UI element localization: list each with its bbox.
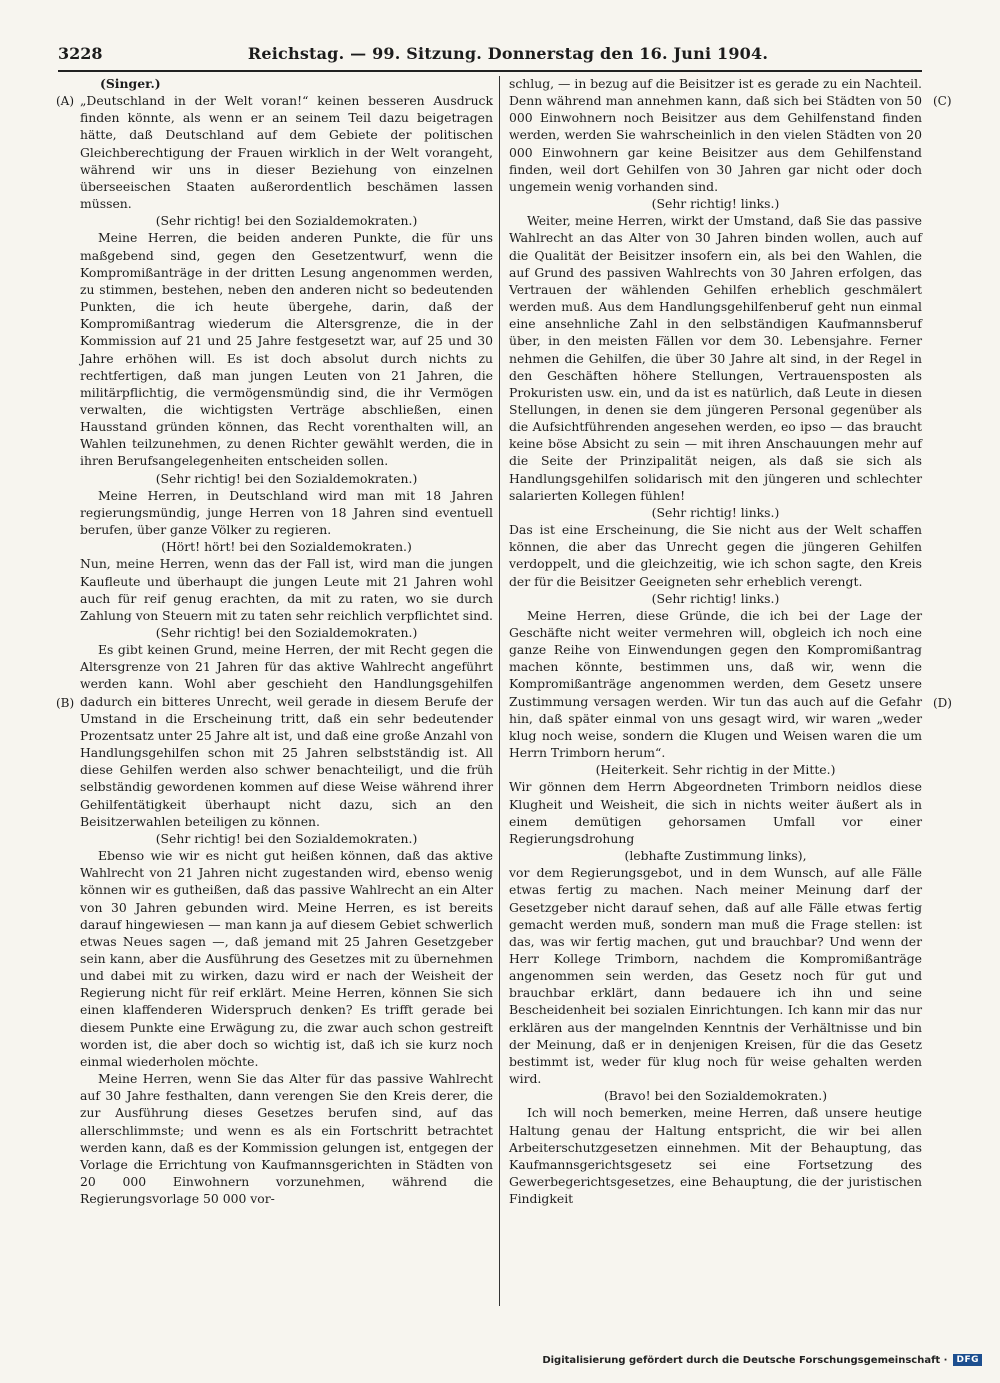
interjection: (Sehr richtig! bei den Sozialdemokraten.) bbox=[155, 625, 418, 640]
paragraph: vor dem Regierungsgebot, und in dem Wunsch, auf alle Fälle etwas fertig zu machen. Nach meiner Meinung darf der Gesetzgeber nicht darauf sehen, daß auf alle Fälle etwas fertig gemacht werden muß, sondern man muß die Frage stellen: ist das, was wir fertig machen, gut und brauchbar? Und wenn der Herr Kollege Trimborn, nachdem die Kompromißanträge angenommen sein werden, das Gesetz noch für gut und brauchbar erklärt, dann bedauere ich ihn und seine Bescheidenheit bei sozialen Einrichtungen. Ich kann mir das nur erklären aus der mangelnden Kenntnis der Verhältnisse und bin der Meinung, daß er in denjenigen Kreisen, für die das Gesetz bestimmt ist, weder für klug noch für weise gehalten werden wird. bbox=[509, 865, 922, 1087]
right-column bbox=[509, 75, 922, 1207]
paragraph: Meine Herren, wenn Sie das Alter für das passive Wahlrecht auf 30 Jahre festhalten, dann verengen Sie den Kreis derer, die zur Ausführung dieses Gesetzes berufen sind, auf das allerschlimmste; und wenn es als ein Fortschritt betrachtet werden kann, daß es der Kommission gelungen ist, entgegen der Vorlage die Errichtung von Kaufmannsgerichten in Städten von 20 000 Einwohnern vorzunehmen, während die Regierungsvorlage 50 000 vor- bbox=[80, 1071, 493, 1207]
interjection: (Sehr richtig! bei den Sozialdemokraten.) bbox=[155, 213, 418, 229]
interjection: (Hört! hört! bei den Sozialdemokraten.) bbox=[161, 539, 412, 555]
interjection: (Sehr richtig! links.) bbox=[651, 504, 780, 520]
margin-marker-c: (C) bbox=[933, 94, 952, 108]
left-column bbox=[80, 75, 493, 1207]
paragraph: Weiter, meine Herren, wirkt der Umstand, daß Sie das passive Wahlrecht an das Alter von 30 Jahren binden wollen, auch auf die Qualität der Beisitzer insofern ein, als bei den Wahlen, die auf Grund des passiven Wahlrechts von 30 Jahren erfolgen, das Vertrauen der wählenden Gehilfen erheblich geschmälert werden muß. Aus dem Handlungsgehilfenberuf geht nun einmal eine ansehnliche Zahl in den selbständigen Kaufmannsberuf über, in den meisten Fällen vor dem 30. Lebensjahre. Ferner nehmen die Gehilfen, die über 30 Jahre alt sind, in der Regel in den Geschäften höhere Stellungen, Vertrauensposten als Prokuristen usw. ein, und da ist es natürlich, daß Leute in diesen Stellungen, in denen sie dem jüngeren Personal gegenüber als die Aufsichtführenden angesehen werden, eo ipso — das braucht keine böse Absicht zu sein — mit ihren Anschauungen mehr auf die Seite der Prinzipalität neigen, als daß sie sich als Handlungsgehilfen solidarisch mit den jüngeren und schlechter salarierten Kollegen fühlen! bbox=[509, 213, 922, 503]
paragraph: Ebenso wie wir es nicht gut heißen können, daß das aktive Wahlrecht von 21 Jahren nicht zugestanden wird, ebenso wenig können wir es gutheißen, daß das passive Wahlrecht an ein Alter von 30 Jahren gebunden wird. Meine Herren, es ist bereits darauf hingewiesen — man kann ja auf diesem Gebiet schwerlich etwas Neues sagen —, daß jemand mit 25 Jahren Gesetzgeber sein kann, aber die Ausführung des Gesetzes mit zu übernehmen und dabei mit zu wirken, dazu wird er nach der Weisheit der Regierung nicht für reif erklärt. Meine Herren, können Sie sich einen klaffenderen Widerspruch denken? Es trifft gerade bei diesem Punkte eine Erwägung zu, die zwar auch schon gestreift worden ist, die aber doch so wichtig ist, daß ich sie kurz noch einmal wiederholen möchte. bbox=[80, 848, 493, 1069]
interjection: (Sehr richtig! bei den Sozialdemokraten.) bbox=[155, 470, 418, 486]
paragraph: Nun, meine Herren, wenn das der Fall ist, wird man die jungen Kaufleute und überhaupt die jungen Leute mit 21 Jahren wohl auch für reif genug erachten, da mit zu raten, wo sie durch Zahlung von Steuern mit zu taten sehr reichlich verpflichtet sind. bbox=[80, 556, 493, 623]
page-header bbox=[58, 44, 922, 70]
margin-marker-d: (D) bbox=[933, 696, 952, 710]
paragraph: Es gibt keinen Grund, meine Herren, der mit Recht gegen die Altersgrenze von 21 Jahren für das aktive Wahlrecht angeführt werden kann. Wohl aber geschieht den Handlungsgehilfen dadurch ein bitteres Unrecht, weil gerade in diesem Berufe der Umstand in die Erscheinung tritt, daß ein sehr bedeutender Prozentsatz unter 25 Jahre alt ist, und daß eine große Anzahl von Handlungsgehilfen schon mit 25 Jahren selbstständig ist. All diese Gehilfen werden also schwer benachteiligt, und die früh selbständig gewordenen kommen auf diese Weise während ihrer Gehilfentätigkeit überhaupt nicht dazu, sich an den Beisitzerwahlen beteiligen zu können. bbox=[80, 642, 493, 829]
paragraph: Ich will noch bemerken, meine Herren, daß unsere heutige Haltung genau der Haltung entspricht, die wir bei allen Arbeiterschutzgesetzen einnehmen. Mit der Behauptung, das Kaufmannsgerichtsgesetz sei eine Fortsetzung des Gewerbegerichtsgesetzes, eine Behauptung, die der juristischen Findigkeit bbox=[509, 1105, 922, 1207]
margin-marker-b: (B) bbox=[56, 696, 75, 710]
column-divider bbox=[499, 76, 500, 1306]
paragraph: Meine Herren, die beiden anderen Punkte, die für uns maßgebend sind, gegen den Gesetzentwurf, wenn die Kompromißanträge in der dritten Lesung angenommen werden, zu stimmen, bestehen, neben den anderen nicht so bedeutenden Punkten, die ich heute übergehe, darin, daß der Kompromißantrag wiederum die Altersgrenze, die in der Kommission auf 21 und 25 Jahre festgesetzt war, auf 25 und 30 Jahre erhöhen will. Es ist doch absolut durch nichts zu rechtfertigen, daß man jungen Leuten von 21 Jahren, die militärpflichtig, die vermögensmündig sind, die ihr Vermögen verwalten, die wichtigsten Verträge abschließen, einen Hausstand gründen können, das Recht vorenthalten will, an Wahlen teilzunehmen, zu denen Richter gewählt werden, die in ihren Berufsangelegenheiten entscheiden sollen. bbox=[80, 230, 493, 469]
interjection: (Sehr richtig! links.) bbox=[651, 196, 780, 212]
footer bbox=[542, 1351, 982, 1369]
speaker-name: (Singer.) bbox=[100, 76, 161, 91]
dfg-logo: DFG bbox=[953, 1354, 982, 1366]
paragraph: Das ist eine Erscheinung, die Sie nicht aus der Welt schaffen können, die aber das Unrecht gegen die jüngeren Gehilfen verdoppelt, und die gleichzeitig, wie ich schon sagte, den Kreis der für die Beisitzer Geeigneten sehr erheblich verengt. bbox=[509, 522, 922, 589]
funding-notice: Digitalisierung gefördert durch die Deutsche Forschungsgemeinschaft · bbox=[542, 1354, 948, 1366]
paragraph: Meine Herren, in Deutschland wird man mit 18 Jahren regierungsmündig, junge Herren von 18 Jahren sind eventuell berufen, über ganze Völker zu regieren. bbox=[80, 487, 493, 538]
paragraph: „Deutschland in der Welt voran!“ keinen besseren Ausdruck finden könnte, als wenn er an seinem Teil dazu beigetragen hätte, daß Deutschland auf dem Gebiete der politischen Gleichberechtigung der Frauen wirklich in der Welt vorangeht, während wir uns in dieser Beziehung von einzelnen überseeischen Staaten außerordentlich beschämen lassen müssen. bbox=[80, 93, 493, 212]
margin-marker-a: (A) bbox=[56, 94, 75, 108]
paragraph: schlug, — in bezug auf die Beisitzer ist es gerade zu ein Nachteil. Denn während man annehmen kann, daß sich bei Städten von 50 000 Einwohnern noch Beisitzer aus dem Gehilfenstand finden werden, werden Sie wahrscheinlich in den vielen Städten von 20 000 Einwohnern gar keine Beisitzer aus dem Gehilfenstand finden, weil dort Gehilfen von 30 Jahren gar nicht oder doch ungemein wenig vorhanden sind. bbox=[509, 76, 922, 194]
interjection: (Sehr richtig! links.) bbox=[651, 590, 780, 606]
page-number: 3228 bbox=[58, 44, 103, 63]
page-title: Reichstag. — 99. Sitzung. Donnerstag den 16. Juni 1904. bbox=[247, 44, 769, 63]
interjection: (lebhafte Zustimmung links), bbox=[624, 848, 807, 864]
interjection: (Heiterkeit. Sehr richtig in der Mitte.) bbox=[595, 762, 836, 778]
paragraph: Meine Herren, diese Gründe, die ich bei der Lage der Geschäfte nicht weiter vermehren will, obgleich ich noch eine ganze Reihe von Einwendungen gegen den Kompromißantrag machen könnte, bestimmen uns, daß wir, wenn die Kompromißanträge angenommen werden, dem Gesetz unsere Zustimmung versagen werden. Wir tun das auch auf die Gefahr hin, daß später einmal von uns gesagt wird, wir waren „weder klug noch weise, sondern die Klugen und Weisen waren die um Herrn Trimborn herum“. bbox=[509, 607, 922, 761]
paragraph: Wir gönnen dem Herrn Abgeordneten Trimborn neidlos diese Klugheit und Weisheit, die sich in nichts weiter äußert als in einem demütigen gehorsamen Umfall vor einer Regierungsdrohung bbox=[509, 779, 922, 846]
interjection: (Sehr richtig! bei den Sozialdemokraten.) bbox=[155, 830, 418, 846]
header-rule bbox=[58, 70, 922, 72]
interjection: (Bravo! bei den Sozialdemokraten.) bbox=[603, 1088, 828, 1104]
